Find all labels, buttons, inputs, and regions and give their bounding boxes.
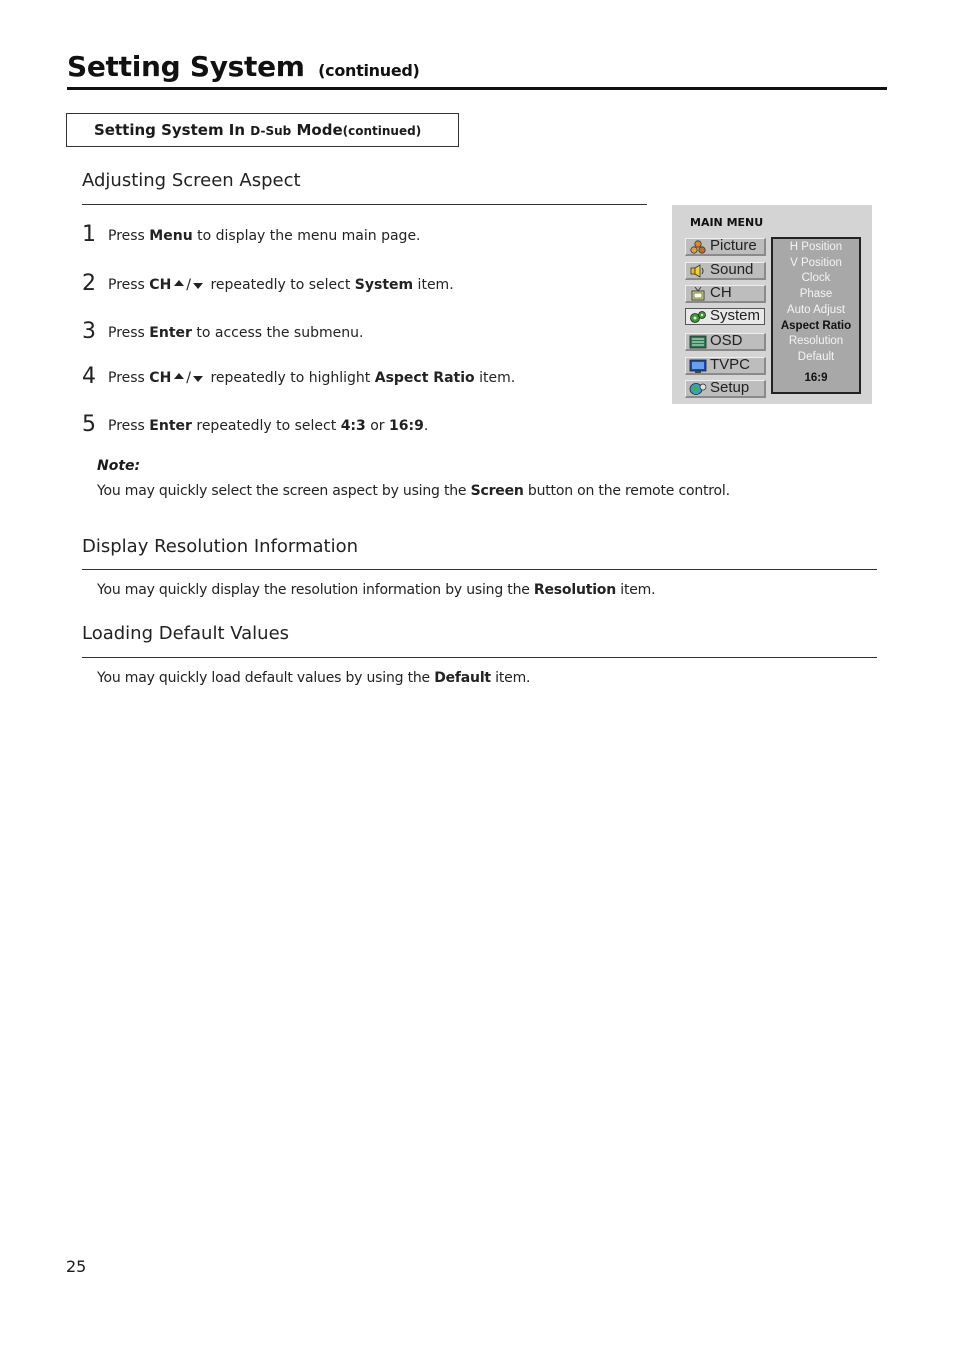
para-keyword: Resolution [533, 582, 616, 598]
note-text [97, 483, 730, 499]
page-number: 25 [66, 1257, 87, 1276]
osd-item-system [685, 308, 765, 325]
subsection-prefix: Setting System In [94, 121, 246, 139]
osd-menu-screenshot [672, 205, 872, 404]
para-text: You may quickly load default values by using the [97, 670, 435, 686]
tv-icon [689, 287, 707, 301]
step-number: 2 [82, 271, 96, 296]
osd-item-ch [685, 285, 766, 303]
picture-icon [689, 240, 707, 254]
resolution-text [97, 582, 655, 598]
para-text: item. [616, 582, 656, 598]
step-text: repeatedly to highlight [206, 370, 375, 386]
step-text: Press [108, 370, 150, 386]
subsection-mode-word: Mode [296, 121, 343, 139]
osd-item-label: Sound [710, 261, 754, 278]
osd-item-label: OSD [710, 332, 743, 349]
step-text: . [423, 418, 429, 434]
arrow-down-icon [193, 376, 203, 382]
step-1-text [108, 228, 421, 244]
osd-item-label: CH [710, 284, 732, 301]
submenu-item: H Position [789, 241, 843, 253]
note-text-part: button on the remote control. [523, 483, 730, 499]
section-divider [82, 204, 647, 205]
step-3-text [108, 325, 363, 341]
globe-icon [689, 382, 707, 396]
note-text-part: You may quickly select the screen aspect by using the [97, 483, 471, 499]
submenu-item: Default [797, 351, 835, 363]
note-label: Note: [97, 458, 141, 474]
step-keyword: 16:9 [389, 418, 424, 434]
submenu-item: Clock [801, 272, 831, 284]
step-text: repeatedly to select [206, 277, 355, 293]
step-text: repeatedly to select [191, 418, 341, 434]
section-divider [82, 569, 877, 570]
osd-submenu [771, 237, 861, 394]
monitor-icon [689, 359, 707, 373]
arrow-down-icon [193, 283, 203, 289]
list-icon [689, 335, 707, 349]
section-heading-resolution: Display Resolution Information [82, 536, 359, 557]
para-keyword: Default [434, 670, 491, 686]
step-5-text [108, 418, 428, 434]
submenu-item: Auto Adjust [786, 304, 846, 316]
arrow-up-icon [174, 280, 184, 286]
step-text: / [186, 370, 192, 386]
page-title-suffix: (continued) [318, 61, 420, 80]
step-text: item. [474, 370, 516, 386]
step-keyword: CH [149, 370, 172, 386]
subsection-box [66, 113, 459, 147]
step-keyword: Enter [149, 325, 192, 341]
step-4-text [108, 370, 515, 386]
section-heading-screen-aspect: Adjusting Screen Aspect [82, 170, 301, 191]
step-keyword: Menu [149, 228, 193, 244]
osd-menu-title: MAIN MENU [690, 216, 764, 229]
step-text: to display the menu main page. [192, 228, 421, 244]
section-heading-default: Loading Default Values [82, 623, 290, 644]
osd-item-sound [685, 262, 766, 280]
step-text: Press [108, 418, 150, 434]
step-number: 5 [82, 412, 96, 437]
step-2-text [108, 277, 454, 293]
title-divider [67, 87, 887, 90]
step-text: / [186, 277, 192, 293]
step-text: to access the submenu. [191, 325, 364, 341]
step-keyword: Aspect Ratio [374, 370, 475, 386]
osd-item-label: Picture [710, 237, 757, 254]
default-text [97, 670, 530, 686]
speaker-icon [689, 264, 707, 278]
arrow-up-icon [174, 373, 184, 379]
osd-item-label: Setup [710, 379, 750, 396]
osd-item-label: TVPC [710, 356, 751, 373]
submenu-value: 16:9 [804, 372, 828, 384]
note-keyword: Screen [470, 483, 524, 499]
osd-item-tvpc [685, 357, 766, 375]
section-divider [82, 657, 877, 658]
step-text: Press [108, 277, 150, 293]
step-text: Press [108, 228, 150, 244]
submenu-item: Resolution [788, 335, 844, 347]
submenu-item: V Position [790, 257, 842, 269]
submenu-item: Phase [799, 288, 833, 300]
step-keyword: 4:3 [340, 418, 366, 434]
osd-item-label: System [710, 307, 761, 324]
para-text: You may quickly display the resolution information by using the [97, 582, 534, 598]
submenu-item-active: Aspect Ratio [780, 320, 852, 332]
step-text: Press [108, 325, 150, 341]
subsection-suffix: (continued) [342, 124, 422, 138]
step-number: 1 [82, 222, 96, 247]
step-text: or [365, 418, 390, 434]
step-number: 4 [82, 364, 96, 389]
subsection-title [94, 121, 421, 139]
step-text: item. [413, 277, 454, 293]
page-title [67, 50, 420, 83]
step-keyword: System [354, 277, 414, 293]
osd-item-setup [685, 380, 766, 398]
page-title-text: Setting System [67, 50, 305, 83]
step-number: 3 [82, 319, 96, 344]
osd-item-picture [685, 238, 766, 256]
gears-icon [689, 310, 707, 324]
step-keyword: Enter [149, 418, 192, 434]
step-keyword: CH [149, 277, 172, 293]
osd-item-osd [685, 333, 766, 351]
para-text: item. [490, 670, 531, 686]
subsection-mode: D-Sub [250, 124, 292, 138]
